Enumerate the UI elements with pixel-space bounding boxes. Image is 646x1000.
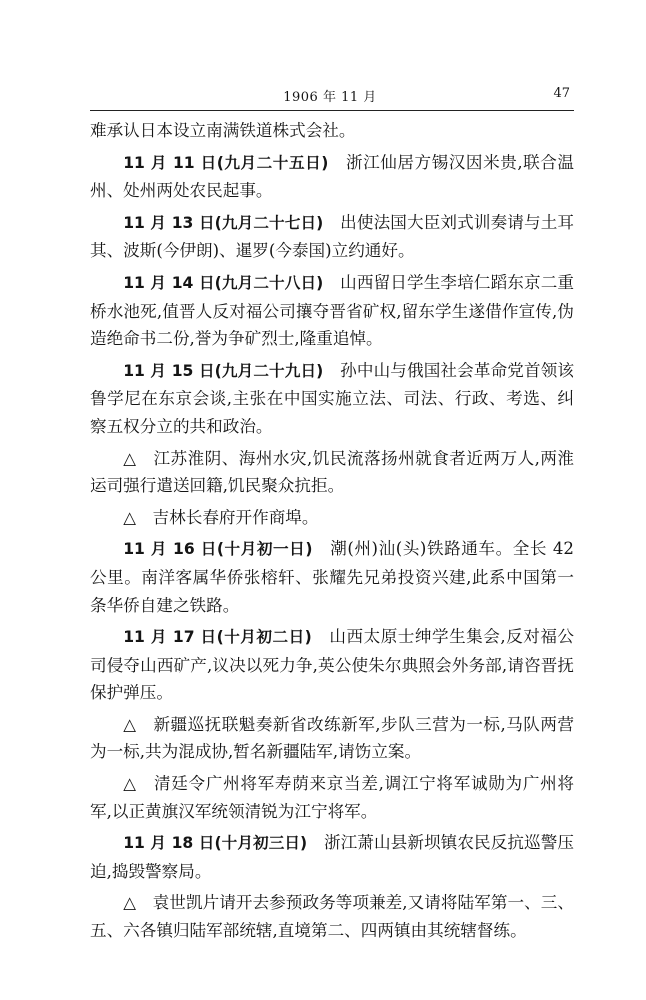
entry-date: 11 月 18 日(十月初三日) bbox=[123, 834, 308, 853]
entry-date: 11 月 14 日(九月二十八日) bbox=[123, 273, 324, 292]
entry-text: 袁世凯片请开去参预政务等项兼差,又请将陆军第一、三、五、六各镇归陆军部统辖,直境第二、四两镇由其统辖督练。 bbox=[90, 893, 575, 941]
paragraph bbox=[90, 535, 574, 619]
triangle-marker: △ bbox=[123, 774, 137, 794]
triangle-marker: △ bbox=[123, 893, 136, 913]
entry-text: 潮(州)汕(头)铁路通车。全长 42 公里。南洋客属华侨张榕轩、张耀先兄弟投资兴建,此系中国第一条华侨自建之铁路。 bbox=[90, 539, 574, 615]
header-rule bbox=[90, 110, 574, 111]
entry-date: 11 月 17 日(十月初二日) bbox=[123, 628, 312, 647]
entry-text: 孙中山与俄国社会革命党首领该鲁学尼在东京会谈,主张在中国实施立法、司法、行政、考选、纠察五权分立的共和政治。 bbox=[90, 360, 575, 436]
paragraph bbox=[90, 357, 574, 441]
paragraph bbox=[90, 770, 574, 825]
entry-text: 新疆巡抚联魁奏新省改练新军,步队三营为一标,马队两营为一标,共为混成协,暂名新疆陆军,请饬立案。 bbox=[90, 714, 574, 762]
paragraph bbox=[90, 209, 574, 265]
entry-text: 浙江仙居方锡汉因米贵,联合温州、处州两处农民起事。 bbox=[90, 152, 574, 201]
entry-date: 11 月 13 日(九月二十七日) bbox=[123, 213, 324, 232]
entry-text: 难承认日本设立南满铁道株式会社。 bbox=[90, 121, 356, 140]
entry-text: 山西留日学生李培仁蹈东京二重桥水池死,值晋人反对福公司攘夺晋省矿权,留东学生遂借作宣传,伪造绝命书二份,誉为争矿烈士,隆重追悼。 bbox=[90, 272, 575, 349]
entry-text: 浙江萧山县新坝镇农民反抗巡警压迫,捣毁警察局。 bbox=[90, 833, 575, 881]
paragraph bbox=[90, 711, 574, 766]
page-body bbox=[90, 117, 574, 949]
running-title: 1906 年 11 月 bbox=[283, 90, 377, 105]
triangle-marker: △ bbox=[123, 448, 137, 468]
paragraph bbox=[90, 889, 574, 944]
entry-text: 江苏淮阴、海州水灾,饥民流落扬州就食者近两万人,两淮运司强行遣送回籍,饥民聚众抗拒。 bbox=[90, 448, 574, 496]
paragraph bbox=[90, 117, 574, 145]
entry-text: 山西太原士绅学生集会,反对福公司侵夺山西矿产,议决以死力争,英公使朱尔典照会外务部,请咨晋抚保护弹压。 bbox=[90, 627, 575, 703]
paragraph bbox=[90, 829, 574, 885]
entry-text: 出使法国大臣刘式训奏请与土耳其、波斯(今伊朗)、暹罗(今泰国)立约通好。 bbox=[90, 212, 575, 261]
entry-text: 清廷令广州将军寿荫来京当差,调江宁将军诚勋为广州将军,以正黄旗汉军统领清锐为江宁将军。 bbox=[90, 774, 575, 821]
triangle-marker: △ bbox=[123, 507, 136, 527]
paragraph bbox=[90, 504, 574, 532]
entry-date: 11 月 16 日(十月初一日) bbox=[123, 540, 313, 559]
entry-date: 11 月 15 日(九月二十九日) bbox=[123, 361, 324, 380]
entry-date: 11 月 11 日(九月二十五日) bbox=[123, 153, 329, 172]
page-header bbox=[90, 84, 570, 106]
paragraph bbox=[90, 269, 574, 353]
page-number: 47 bbox=[553, 86, 570, 101]
entry-text: 吉林长春府开作商埠。 bbox=[152, 507, 319, 527]
paragraph bbox=[90, 623, 574, 707]
paragraph bbox=[90, 149, 574, 205]
paragraph bbox=[90, 445, 574, 500]
triangle-marker: △ bbox=[123, 714, 137, 734]
